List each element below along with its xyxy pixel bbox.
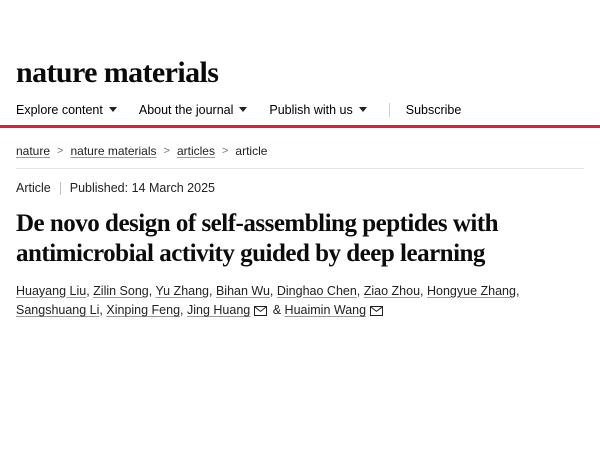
nav-item-label: About the journal	[138, 102, 234, 117]
email-icon[interactable]	[254, 306, 267, 316]
author-separator: ,	[356, 284, 364, 298]
page-top-spacer	[0, 0, 600, 30]
author-link[interactable]: Huaimin Wang	[284, 303, 367, 318]
meta-divider	[60, 182, 61, 195]
author-link[interactable]: Huayang Liu	[16, 284, 87, 298]
author-separator: ,	[515, 284, 520, 298]
author-separator: ,	[148, 284, 156, 298]
author-separator: ,	[269, 284, 277, 298]
nav-item-label: Explore content	[16, 102, 103, 117]
breadcrumb-separator-icon: >	[163, 145, 170, 157]
author-conjunction: &	[272, 303, 282, 318]
nav-item-explore-content[interactable]	[16, 103, 117, 117]
author-separator: ,	[180, 303, 187, 318]
author-link[interactable]: Yu Zhang	[155, 284, 209, 298]
chevron-down-icon	[239, 107, 247, 112]
author-link[interactable]: Jing Huang	[186, 303, 251, 318]
main-navigation	[0, 94, 600, 128]
author-list	[16, 282, 584, 321]
nav-item-label: Subscribe	[405, 102, 462, 117]
breadcrumb-item-article: article	[235, 144, 268, 158]
nav-item-publish-with-us[interactable]	[269, 103, 366, 117]
author-link[interactable]: Zilin Song	[93, 284, 149, 298]
author-link[interactable]: Ziao Zhou	[363, 284, 421, 298]
article-meta	[0, 169, 600, 199]
author-separator: ,	[99, 303, 107, 318]
breadcrumb-item-nature[interactable]: nature	[16, 144, 51, 158]
author-link[interactable]: Dinghao Chen	[276, 284, 357, 298]
author-link[interactable]: Hongyue Zhang	[426, 284, 516, 298]
breadcrumb	[0, 128, 600, 168]
chevron-down-icon	[109, 107, 117, 112]
chevron-down-icon	[359, 107, 367, 112]
nav-item-label: Publish with us	[269, 102, 353, 117]
email-icon[interactable]	[370, 306, 383, 316]
author-link[interactable]: Sangshuang Li	[16, 303, 100, 318]
nav-item-subscribe[interactable]	[389, 103, 462, 117]
breadcrumb-item-articles[interactable]: articles	[176, 144, 215, 158]
journal-title[interactable]: nature materials	[16, 56, 219, 89]
nav-item-about-the-journal[interactable]	[139, 103, 248, 117]
breadcrumb-separator-icon: >	[57, 145, 64, 157]
article-published-date: Published: 14 March 2025	[69, 181, 215, 195]
author-separator: ,	[209, 284, 216, 298]
page-title: De novo design of self-assembling peptides with antimicrobial activity guided by deep learning	[16, 210, 499, 267]
author-link[interactable]: Bihan Wu	[215, 284, 270, 298]
author-separator: ,	[86, 284, 94, 298]
journal-masthead	[0, 30, 600, 94]
breadcrumb-separator-icon: >	[221, 145, 229, 157]
author-separator: ,	[420, 284, 427, 298]
author-link[interactable]: Xinping Feng	[106, 303, 181, 318]
article-type-label: Article	[16, 181, 51, 195]
breadcrumb-item-nature-materials[interactable]: nature materials	[70, 144, 157, 158]
